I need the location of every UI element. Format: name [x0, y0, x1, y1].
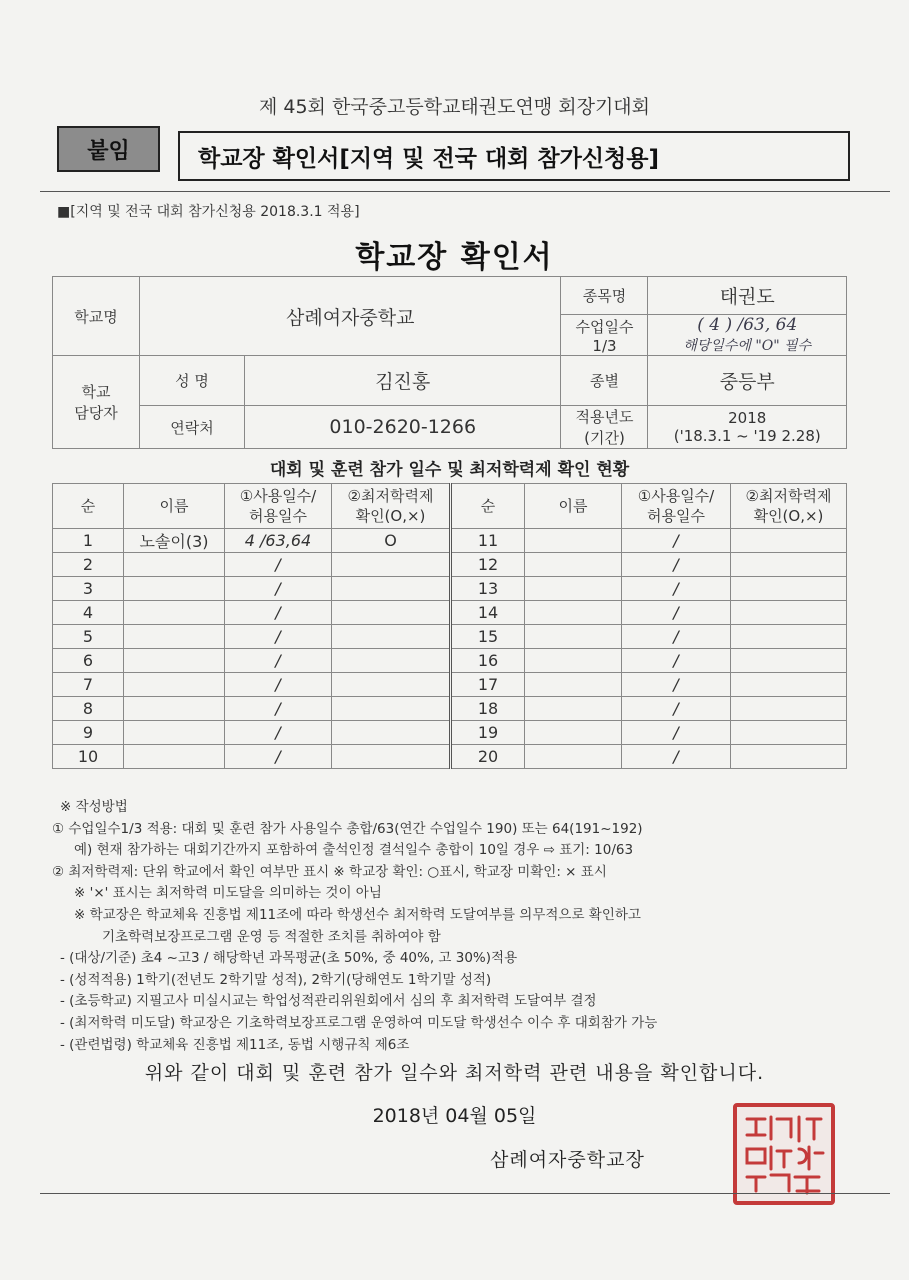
col-grade-line2: 확인(O,×) [355, 507, 426, 525]
cell-name [525, 721, 622, 745]
col-days-line1: ①사용일수/ [239, 487, 317, 505]
cell-days: / [225, 649, 332, 673]
cell-grade [731, 745, 847, 769]
days-label-line2: 1/3 [592, 336, 617, 355]
cell-name [124, 721, 225, 745]
issue-date: 2018년 04월 05일 [372, 1105, 537, 1127]
detail-2: - (성적적용) 1학기(전년도 2학기말 성적), 2학기(당해연도 1학기말 성적) [60, 971, 492, 988]
cell-no: 7 [53, 673, 124, 697]
cell-grade [332, 673, 451, 697]
sport-value: 태권도 [648, 277, 847, 315]
cell-grade [731, 529, 847, 553]
name-value: 김진홍 [245, 356, 561, 406]
cell-no: 3 [53, 577, 124, 601]
col-grade-right [731, 484, 847, 529]
cell-days: / [225, 601, 332, 625]
year-value: 2018 [728, 409, 767, 427]
cell-days: 4 /63,64 [225, 529, 332, 553]
bottom-divider [40, 1193, 890, 1194]
cell-grade [731, 697, 847, 721]
note-2c: 기초학력보장프로그램 운영 등 적절한 조치를 취하여야 함 [102, 928, 441, 945]
cell-grade [731, 601, 847, 625]
table-row [53, 625, 847, 649]
detail-4: - (최저학력 미도달) 학교장은 기초학력보장프로그램 운영하여 미도달 학생선수 이수 후 대회참가 가능 [60, 1014, 658, 1031]
cell-days: / [622, 673, 731, 697]
principal-name: 삼례여자중학교장 [490, 1149, 645, 1171]
cell-grade [731, 649, 847, 673]
cell-grade [731, 625, 847, 649]
table-row [53, 745, 847, 769]
cell-name [525, 553, 622, 577]
notes-section [52, 797, 852, 1056]
seal-graphic [737, 1107, 831, 1201]
roster-header-row [53, 484, 847, 529]
detail-5: - (관련법령) 학교체육 진흥법 제11조, 동법 시행규칙 제6조 [60, 1036, 410, 1053]
main-title: 학교장 확인서 [355, 240, 554, 275]
cell-no: 8 [53, 697, 124, 721]
table-row [53, 721, 847, 745]
manager-label-line2: 담당자 [74, 404, 118, 422]
col-no: 순 [53, 484, 124, 529]
roster-title: 대회 및 훈련 참가 일수 및 최저학력제 확인 현황 [269, 460, 630, 480]
cell-grade [332, 553, 451, 577]
table-row [53, 697, 847, 721]
cell-grade [332, 577, 451, 601]
days-value-cell [648, 315, 847, 356]
table-row [53, 673, 847, 697]
cell-name [124, 553, 225, 577]
note-1: ① 수업일수1/3 적용: 대회 및 훈련 참가 사용일수 총합/63(연간 수업일수 190) 또는 64(191~192) [52, 820, 643, 837]
cell-grade [332, 721, 451, 745]
cell-no: 4 [53, 601, 124, 625]
cell-no: 11 [451, 529, 525, 553]
cell-days: / [225, 673, 332, 697]
cell-no: 15 [451, 625, 525, 649]
cell-days: / [622, 649, 731, 673]
manager-label-line1: 학교 [81, 383, 111, 401]
school-value: 삼례여자중학교 [140, 277, 561, 356]
cell-name [525, 529, 622, 553]
days-label [561, 315, 648, 356]
col-grade-line1: ②최저학력제 [347, 487, 434, 505]
detail-3: - (초등학교) 지필고사 미실시교는 학업성적관리위원회에서 심의 후 최저학력 도달여부 결정 [60, 993, 597, 1010]
cell-days: / [622, 625, 731, 649]
col-grade-right-line2: 확인(O,×) [753, 507, 824, 525]
sport-label: 종목명 [561, 277, 648, 315]
col-days [225, 484, 332, 529]
col-name-right: 이름 [525, 484, 622, 529]
cell-name [124, 745, 225, 769]
cell-no: 2 [53, 553, 124, 577]
apply-note: ■[지역 및 전국 대회 참가신청용 2018.3.1 적용] [57, 204, 360, 220]
table-row [53, 601, 847, 625]
official-seal [733, 1103, 835, 1205]
cell-name [124, 625, 225, 649]
cell-name [525, 601, 622, 625]
col-grade-right-line1: ②최저학력제 [745, 487, 832, 505]
col-grade [332, 484, 451, 529]
roster-table [52, 483, 847, 769]
contact-value: 010-2620-1266 [245, 406, 561, 449]
notes-heading: ※ 작성방법 [60, 799, 128, 815]
document-title: 학교장 확인서[지역 및 전국 대회 참가신청용] [178, 131, 850, 181]
cell-name [124, 649, 225, 673]
division-label: 종별 [561, 356, 648, 406]
year-value-cell [648, 406, 847, 449]
cell-name [525, 649, 622, 673]
col-days-right [622, 484, 731, 529]
cell-name [124, 697, 225, 721]
days-value: ( 4 ) /63, 64 [697, 315, 798, 335]
cell-grade [332, 625, 451, 649]
days-note: 해당일수에 "O" 필수 [683, 338, 812, 354]
cell-no: 12 [451, 553, 525, 577]
cell-name [525, 745, 622, 769]
col-no-right: 순 [451, 484, 525, 529]
year-label-line2: (기간) [584, 429, 625, 447]
col-days-line2: 허용일수 [249, 507, 307, 525]
cell-days: / [225, 577, 332, 601]
cell-name: 노솔이(3) [124, 529, 225, 553]
cell-grade: O [332, 529, 451, 553]
cell-days: / [622, 721, 731, 745]
cell-grade [731, 673, 847, 697]
cell-no: 13 [451, 577, 525, 601]
cell-days: / [225, 697, 332, 721]
cell-days: / [622, 529, 731, 553]
days-label-line1: 수업일수 [575, 317, 634, 336]
cell-no: 6 [53, 649, 124, 673]
cell-grade [731, 553, 847, 577]
name-label: 성 명 [140, 356, 245, 406]
note-2: ② 최저학력제: 단위 학교에서 확인 여부만 표시 ※ 학교장 확인: ○표시, 학교장 미확인: × 표시 [52, 863, 607, 880]
school-label: 학교명 [53, 277, 140, 356]
col-days-right-line1: ①사용일수/ [637, 487, 715, 505]
detail-1: - (대상/기준) 초4 ~고3 / 해당학년 과목평균(초 50%, 중 40%, 고 30%)적용 [60, 950, 518, 967]
cell-name [124, 673, 225, 697]
info-table [52, 276, 847, 449]
table-row [53, 649, 847, 673]
note-1b: 예) 현재 참가하는 대회기간까지 포함하여 출석인정 결석일수 총합이 10일 경우 ⇨ 표기: 10/63 [74, 842, 634, 859]
division-value: 중등부 [648, 356, 847, 406]
year-label-line1: 적용년도 [575, 408, 634, 426]
year-period: ('18.3.1 ~ '19 2.28) [673, 427, 821, 445]
note-2b: ※ 학교장은 학교체육 진흥법 제11조에 따라 학생선수 최저학력 도달여부를 의무적으로 확인하고 [74, 906, 641, 923]
note-2a: ※ '×' 표시는 최저학력 미도달을 의미하는 것이 아님 [74, 885, 382, 902]
cell-no: 20 [451, 745, 525, 769]
cell-no: 5 [53, 625, 124, 649]
cell-grade [731, 577, 847, 601]
cell-no: 18 [451, 697, 525, 721]
cell-name [124, 577, 225, 601]
cell-days: / [225, 721, 332, 745]
cell-grade [731, 721, 847, 745]
table-row [53, 529, 847, 553]
year-label [561, 406, 648, 449]
cell-name [525, 697, 622, 721]
cell-no: 19 [451, 721, 525, 745]
cell-no: 1 [53, 529, 124, 553]
contact-label: 연락처 [140, 406, 245, 449]
cell-grade [332, 745, 451, 769]
divider [40, 191, 890, 192]
cell-grade [332, 649, 451, 673]
cell-no: 16 [451, 649, 525, 673]
confirmation-text: 위와 같이 대회 및 훈련 참가 일수와 최저학력 관련 내용을 확인합니다. [144, 1062, 765, 1084]
cell-no: 10 [53, 745, 124, 769]
cell-days: / [622, 577, 731, 601]
cell-name [525, 625, 622, 649]
cell-days: / [225, 553, 332, 577]
cell-days: / [622, 745, 731, 769]
cell-name [124, 601, 225, 625]
table-row [53, 577, 847, 601]
cell-grade [332, 601, 451, 625]
cell-days: / [225, 625, 332, 649]
cell-name [525, 673, 622, 697]
cell-days: / [622, 697, 731, 721]
cell-days: / [622, 601, 731, 625]
cell-no: 9 [53, 721, 124, 745]
cell-days: / [622, 553, 731, 577]
cell-grade [332, 697, 451, 721]
event-title: 제 45회 한국중고등학교태권도연맹 회장기대회 [258, 96, 651, 118]
annex-label: 붙임 [57, 126, 160, 172]
col-days-right-line2: 허용일수 [647, 507, 705, 525]
cell-no: 17 [451, 673, 525, 697]
manager-label [53, 356, 140, 449]
cell-no: 14 [451, 601, 525, 625]
cell-name [525, 577, 622, 601]
table-row [53, 553, 847, 577]
col-name: 이름 [124, 484, 225, 529]
cell-days: / [225, 745, 332, 769]
